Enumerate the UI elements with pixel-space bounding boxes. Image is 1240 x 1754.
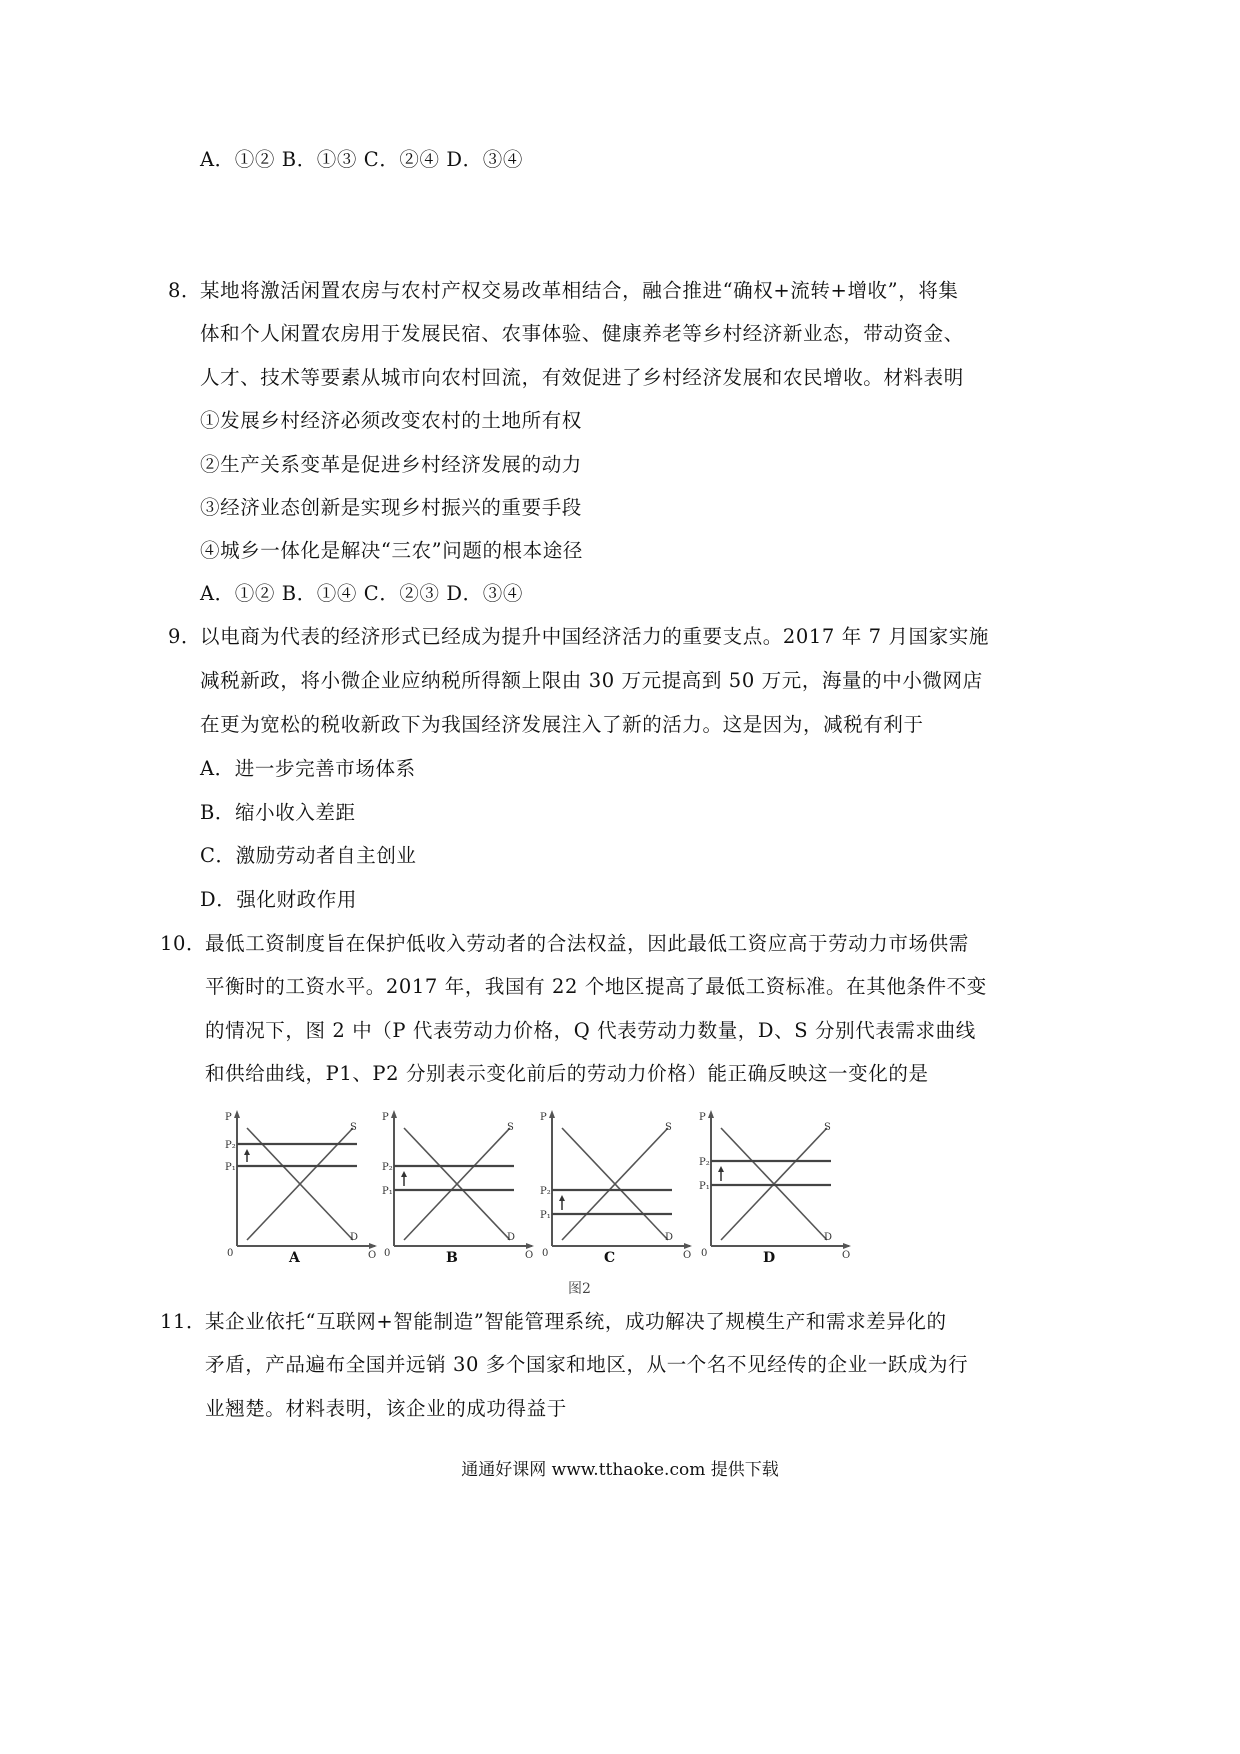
axis-label-p: P: [382, 1112, 389, 1123]
graph-panel-a: [225, 1108, 385, 1266]
axis-label-q: Q: [525, 1250, 534, 1258]
figure-2: [225, 1108, 945, 1297]
q9-option-b: B．缩小收入差距: [200, 801, 356, 824]
footer-credit: 通通好课网 www.tthaoke.com 提供下载: [461, 1460, 779, 1480]
graph-panel-d: [699, 1108, 859, 1266]
p-axis-arrow: [708, 1110, 714, 1118]
increase-arrowhead: [718, 1166, 724, 1172]
q9-option-d: D．强化财政作用: [200, 888, 357, 911]
p-axis-arrow: [391, 1110, 397, 1118]
panel-label-a: A: [289, 1250, 300, 1266]
p1-label: P₁: [382, 1186, 393, 1197]
q11-stem-1: 某企业依托“互联网+智能制造”智能管理系统，成功解决了规模生产和需求差异化的: [205, 1310, 947, 1333]
q11-stem-3: 业翘楚。材料表明，该企业的成功得益于: [205, 1397, 567, 1420]
q-axis-arrow: [369, 1243, 377, 1249]
figure-caption: 图2: [568, 1281, 591, 1297]
q-axis-arrow: [843, 1243, 851, 1249]
demand-label: D: [350, 1232, 359, 1243]
q8-stem-1: 某地将激活闲置农房与农村产权交易改革相结合，融合推进“确权+流转+增收”，将集: [200, 279, 959, 302]
q10-stem-1: 最低工资制度旨在保护低收入劳动者的合法权益，因此最低工资应高于劳动力市场供需: [205, 932, 969, 955]
p2-label: P₂: [382, 1162, 393, 1173]
origin-label: 0: [701, 1248, 708, 1258]
supply-label: S: [824, 1122, 831, 1133]
p1-label: P₁: [699, 1181, 710, 1192]
demand-label: D: [824, 1232, 833, 1243]
q8-stem-2: 体和个人闲置农房用于发展民宿、农事体验、健康养老等乡村经济新业态，带动资金、: [200, 322, 964, 345]
q8-options: A．①② B．①④ C．②③ D．③④: [200, 582, 523, 605]
supply-label: S: [507, 1122, 514, 1133]
q8-item-3: ③经济业态创新是实现乡村振兴的重要手段: [200, 496, 582, 519]
p1-label: P₁: [225, 1162, 236, 1173]
q9-option-a: A．进一步完善市场体系: [200, 757, 416, 780]
p1-label: P₁: [540, 1210, 551, 1221]
q9-stem-1: 以电商为代表的经济形式已经成为提升中国经济活力的重要支点。2017 年 7 月国家实施: [200, 625, 989, 648]
p2-label: P₂: [540, 1186, 551, 1197]
q8-item-2: ②生产关系变革是促进乡村经济发展的动力: [200, 453, 582, 476]
p2-label: P₂: [699, 1157, 710, 1168]
q8-item-1: ①发展乡村经济必须改变农村的土地所有权: [200, 409, 582, 432]
q10-stem-4: 和供给曲线，P1、P2 分别表示变化前后的劳动力价格）能正确反映这一变化的是: [205, 1062, 929, 1085]
q8-number: 8．: [168, 279, 202, 302]
p-axis-arrow: [549, 1110, 555, 1118]
supply-label: S: [665, 1122, 672, 1133]
increase-arrowhead: [401, 1171, 407, 1177]
q9-stem-3: 在更为宽松的税收新政下为我国经济发展注入了新的活力。这是因为，减税有利于: [200, 713, 924, 736]
q-axis-arrow: [684, 1243, 692, 1249]
q11-number: 11．: [160, 1310, 207, 1333]
q8-item-4: ④城乡一体化是解决“三农”问题的根本途径: [200, 539, 583, 562]
panel-label-b: B: [446, 1250, 458, 1266]
supply-label: S: [350, 1122, 357, 1133]
p2-label: P₂: [225, 1140, 236, 1151]
panel-label-c: C: [604, 1250, 616, 1266]
q8-stem-3: 人才、技术等要素从城市向农村回流，有效促进了乡村经济发展和农民增收。材料表明: [200, 366, 964, 389]
q7-options: A．①② B．①③ C．②④ D．③④: [200, 148, 523, 171]
origin-label: 0: [542, 1248, 549, 1258]
origin-label: 0: [384, 1248, 391, 1258]
demand-label: D: [507, 1232, 516, 1243]
axis-label-p: P: [225, 1112, 232, 1123]
q10-stem-3: 的情况下，图 2 中（P 代表劳动力价格，Q 代表劳动力数量，D、S 分别代表需求曲线: [205, 1019, 976, 1042]
q10-stem-2: 平衡时的工资水平。2017 年，我国有 22 个地区提高了最低工资标准。在其他条件不变: [205, 975, 987, 998]
axis-label-p: P: [699, 1112, 706, 1123]
panel-label-d: D: [763, 1250, 776, 1266]
demand-label: D: [665, 1232, 674, 1243]
axis-label-p: P: [540, 1112, 547, 1123]
q9-option-c: C．激励劳动者自主创业: [200, 844, 417, 867]
graph-panel-b: [382, 1108, 542, 1266]
graph-panel-c: [540, 1108, 700, 1266]
q9-number: 9．: [168, 625, 202, 648]
q-axis-arrow: [526, 1243, 534, 1249]
increase-arrowhead: [244, 1149, 250, 1155]
axis-label-q: Q: [683, 1250, 692, 1258]
q11-stem-2: 矛盾，产品遍布全国并远销 30 多个国家和地区，从一个名不见经传的企业一跃成为行: [205, 1353, 969, 1376]
axis-label-q: Q: [842, 1250, 851, 1258]
q9-stem-2: 减税新政，将小微企业应纳税所得额上限由 30 万元提高到 50 万元，海量的中小微网店: [200, 669, 983, 692]
increase-arrowhead: [559, 1195, 565, 1201]
p-axis-arrow: [234, 1110, 240, 1118]
axis-label-q: Q: [368, 1250, 377, 1258]
q10-number: 10．: [160, 932, 207, 955]
origin-label: 0: [227, 1248, 234, 1258]
